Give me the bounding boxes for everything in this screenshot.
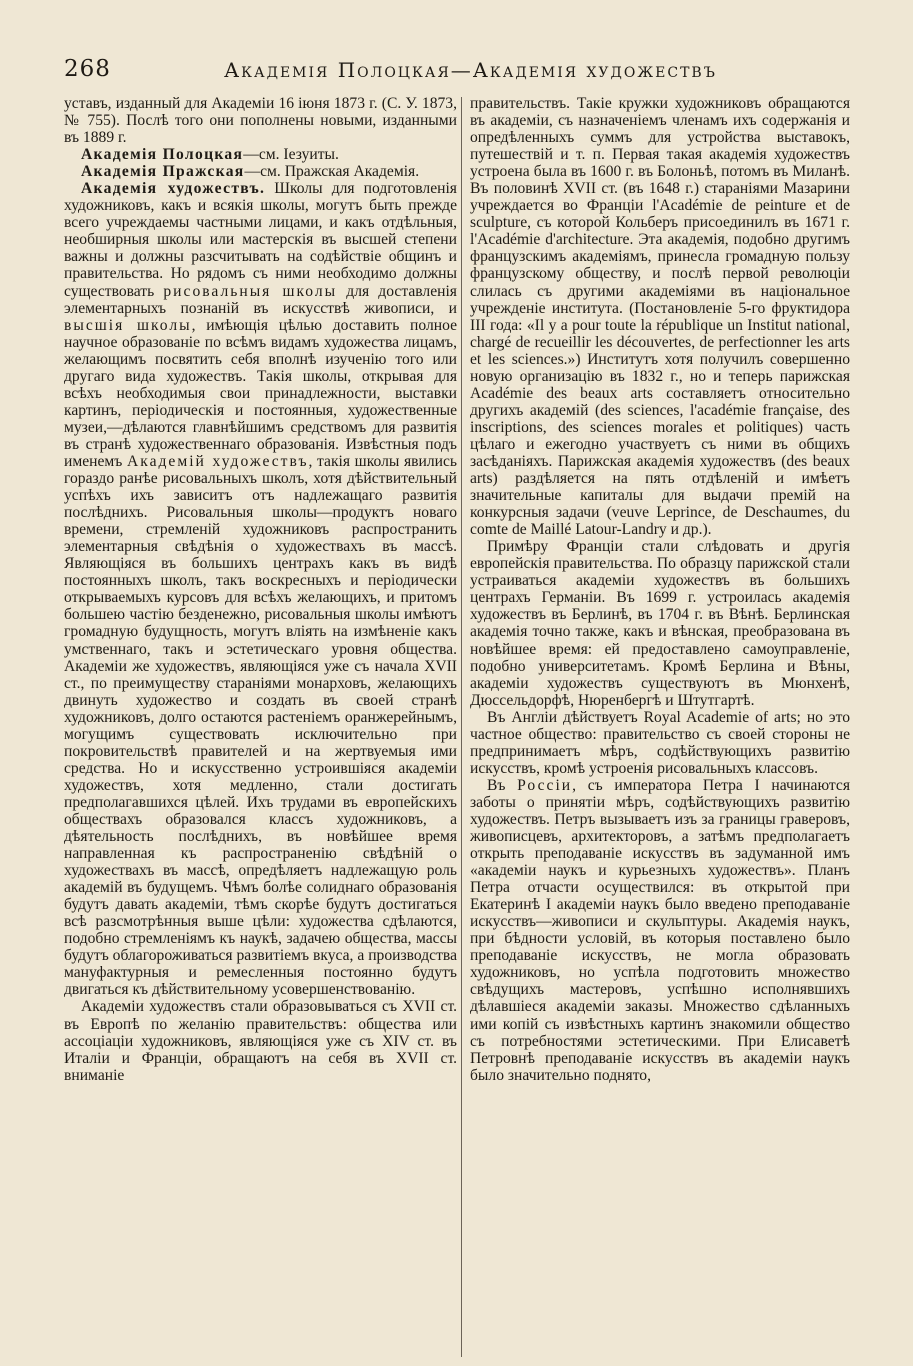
right-column <box>470 95 850 1084</box>
paragraph-europe <box>64 998 457 1083</box>
spaced-term: рисовальныя школы <box>163 282 338 300</box>
entry-prague <box>64 163 457 180</box>
paragraph-text: , съ императора Петра I начинаются заботы о принятіи мѣръ, содѣйствующихъ развитію художествъ. Петръ вызываетъ изъ за границы граверовъ, живописцевъ, архитекторовъ, а затѣмъ предполагаетъ открыть преподаваніе искусствъ въ задуманной имъ «академіи наукъ и курьезныхъ художествъ». Планъ Петра отчасти осуществился: въ открытой при Екатеринѣ I академіи наукъ было введено преподаваніе искусствъ—живописи и скульптуры. Академія наукъ, при бѣдности условій, въ которыя поставлено было преподаваніе искусствъ, не могла образовать художниковъ, но успѣла подготовить множество свѣдущихъ мастеровъ, успѣшно исполнявшихъ дѣлавшіеся академіи заказы. Множество сдѣланныхъ ими копій съ извѣстныхъ картинъ знакомили общество съ потребностями эстетическими. При Елисаветѣ Петровнѣ преподаваніе искусствъ въ академіи наукъ было значительно поднято, <box>470 776 850 1084</box>
paragraph-text: Примѣру Франціи стали слѣдовать и другія европейскія правительства. По образцу парижской стали устраиваться академіи художествъ въ большихъ центрахъ Германіи. Въ 1699 г. устроилась академія художествъ въ Берлинѣ, въ 1704 г. въ Вѣнѣ. Берлинская академія точно также, какъ и вѣнская, преобразована въ новѣйшее время: ей предоставлено самоуправленіе, подобно университетамъ. Кромѣ Берлина и Вѣны, академіи художествъ существуютъ въ Мюнхенѣ, Дюссельдорфѣ, Нюренбергѣ и Штутгартѣ. <box>470 538 850 709</box>
entry-crossref: —см. Iезуиты. <box>243 146 339 164</box>
entry-academy-of-arts <box>64 180 457 998</box>
running-title: Академія Полоцкая—Академія художествъ <box>224 58 717 82</box>
paragraph-france <box>470 95 850 538</box>
entry-polotsk <box>64 146 457 163</box>
paragraph-text: , такія школы явились гораздо ранѣе рисовальныхъ школъ, хотя дѣйствительный успѣхъ ихъ зависитъ отъ надлежащаго развитія послѣднихъ. Рисовальныя школы—продуктъ новаго времени, стремленій художниковъ распространить элементарныя свѣдѣнія о художествахъ въ массѣ. Являющіяся въ большихъ центрахъ какъ въ видѣ постоянныхъ школъ, такъ воскресныхъ и періодически открываемыхъ курсовъ для всѣхъ желающихъ, и притомъ большею частію безденежно, рисовальныя школы имѣютъ громадную будущность, могутъ вліять на измѣненіе какъ умственнаго, такъ и эстетическаго уровня общества. Академіи же художествъ, являющіяся уже съ начала XVII ст., по преимуществу стараніями монарховъ, желающихъ двинуть художество и создать въ своей странѣ художниковъ, долго остаются растеніемъ оранжерейнымъ, могущимъ существовать исключительно при покровительствѣ правителей и на жертвуемыя ими средства. Но и искусственно устроившіяся академіи художествъ, хотя медленно, стали достигать предполагавшихся цѣлей. Ихъ трудами въ европейскихъ обществахъ образовался классъ художниковъ, а дѣятельность послѣднихъ, въ новѣйшее время направленная къ распространенію свѣдѣній о художествахъ въ массѣ, опредѣляетъ надлежащую роль академій въ будущемъ. Чѣмъ болѣе солиднаго образованія будутъ давать академіи, тѣмъ скорѣе будутъ достигаться всѣ разсмотрѣнныя выше цѣли: художества сдѣлаются, подобно стремленіямъ къ наукѣ, задачею общества, массы будутъ облагороживаться развитіемъ вкуса, а производства мануфактурныя и ремесленныя постоянно будутъ двигаться къ дѣйствительному усовершенствованію. <box>64 452 457 999</box>
page-header <box>64 52 864 86</box>
paragraph-text: Въ <box>487 776 518 794</box>
paragraph-text: , имѣющія цѣлью доставить полное научное образованіе по всѣмъ видамъ художества лицамъ, желающимъ посвятить себя вполнѣ изученію того или другаго вида художествъ. Такія школы, открывая для всѣхъ необходимыя свои принадлежности, выставки картинъ, періодическія и постоянныя, художественные музеи,—дѣлаются главнѣйшимъ средствомъ для развитія въ странѣ художественнаго образованія. Извѣстныя подъ именемъ <box>64 316 457 470</box>
paragraph-text: уставъ, изданный для Академіи 16 іюня 1873 г. (С. У. 1873, № 755). Послѣ того они пополнены новыми, изданными въ 1889 г. <box>64 95 457 147</box>
column-divider <box>461 97 462 1357</box>
paragraph-text: для доставленія элементарныхъ познаній въ искусствѣ живописи, и <box>64 282 457 317</box>
paragraph-text: правительствъ. Такіе кружки художниковъ обращаются въ академіи, съ назначеніемъ членамъ ихъ содержанія и опредѣленныхъ суммъ для устройства выставокъ, путешествій и т. п. Первая такая академія художествъ устроена была въ 1600 г. въ Болоньѣ, потомъ въ Миланѣ. Въ половинѣ XVII ст. (въ 1648 г.) стараніями Мазарини учреждается во Франціи l'Académie de peinture et de sculpture, съ которой Кольберъ присоединилъ въ 1671 г. l'Académie d'architecture. Эта академія, подобно другимъ французскимъ академіямъ, принесла громадную пользу французскому обществу, и послѣ первой революціи слилась съ другими академіями въ національное учрежденіе института. (Постановленіе 5-го фруктидора III года: «Il y a pour toute la république un Institut national, chargé de recueillir les découvertes, de perfectionner les arts et les sciences.») Институтъ хотя получилъ совершенно новую организацію въ 1832 г., но и теперь парижская Académie des beaux arts составляетъ относительно другихъ академій (des sciences, l'académie française, des inscriptions, des sciences morales et politiques) часть цѣлаго и ежегодно участвуетъ съ ними въ общихъ засѣданіяхъ. Парижская академія художествъ (des beaux arts) раздѣляется на пять отдѣленій и имѣетъ значительные капиталы для выдачи премій на конкурсныя задачи (veuve Leprince, de Deschaumes, du comte de Maillé Latour-Landry и др.). <box>470 95 850 539</box>
paragraph-russia <box>470 777 850 1084</box>
entry-headword: Академія Полоцкая <box>81 146 244 164</box>
paragraph-england <box>470 709 850 777</box>
paragraph-text: Въ Англіи дѣйствуетъ Royal Academie of arts; но это частное общество: правительство съ своей стороны не предпринимаетъ мѣръ, содѣйствующихъ развитію искусствъ, кромѣ устроенія рисовальныхъ классовъ. <box>470 708 850 777</box>
spaced-term: Академій художествъ <box>126 452 309 470</box>
spaced-term: Россіи <box>517 776 573 794</box>
entry-headword: Академія Пражская <box>81 163 245 181</box>
paragraph-germany <box>470 538 850 708</box>
page-number: 268 <box>64 56 111 82</box>
entry-headword: Академія художествъ. <box>81 180 266 198</box>
paragraph-text: Школы для подготовленія художниковъ, какъ и всякія школы, могутъ быть прежде всего учреждаемы частными лицами, и какъ отдѣльныя, необширныя школы или мастерскія въ высшей степени важны и должны разсчитывать на содѣйствіе общинъ и правительства. Но рядомъ съ ними необходимо должны существовать <box>64 180 457 300</box>
spaced-term: высшія школы <box>64 316 192 334</box>
entry-crossref: —см. Пражская Академія. <box>244 163 420 181</box>
paragraph-text: Академіи художествъ стали образовываться съ XVII ст. въ Европѣ по желанію правительствъ: общества или ассоціаціи художниковъ, являющіяся уже съ XIV ст. въ Италіи и Франціи, обращаютъ на себя въ XVII ст. вниманіе <box>64 998 457 1084</box>
paragraph-statute <box>64 95 457 146</box>
left-column <box>64 95 457 1084</box>
